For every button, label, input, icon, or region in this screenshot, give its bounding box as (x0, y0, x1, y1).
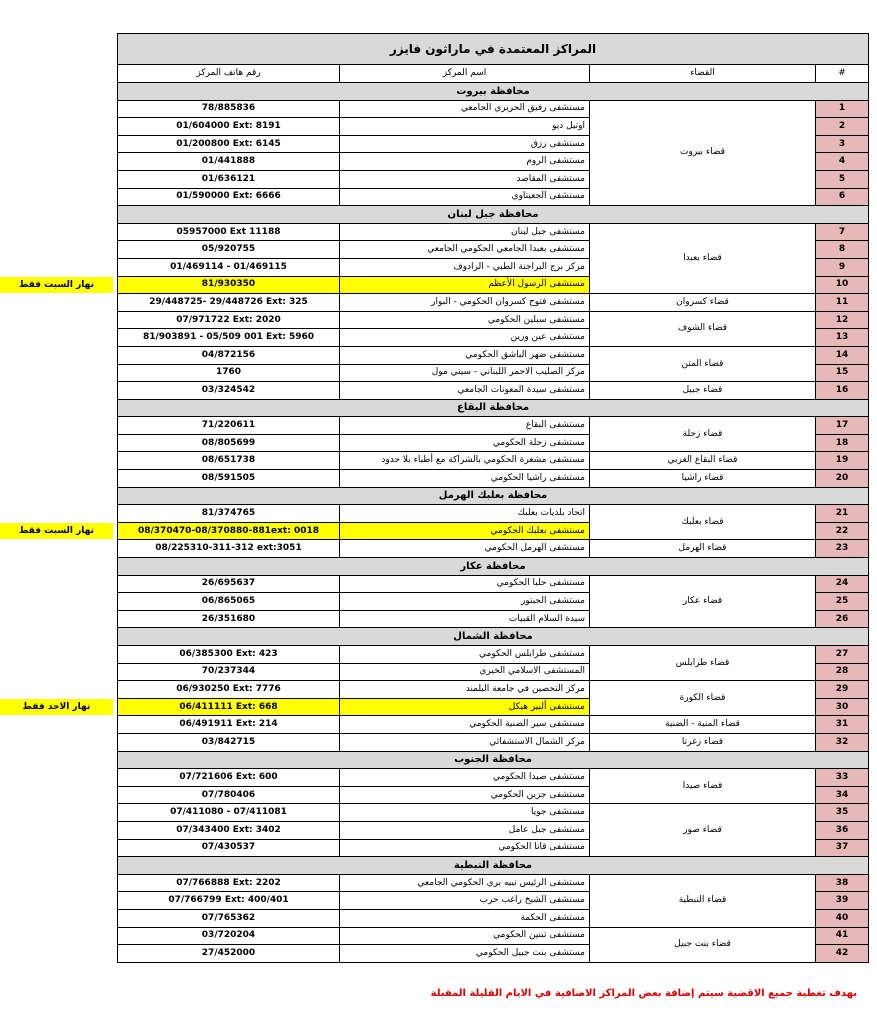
row-number: 38 (816, 874, 869, 892)
center-name: مستشفى سبلين الحكومي (340, 311, 590, 329)
qada-name: قضاء النبطية (590, 874, 816, 927)
center-name: مستشفى مشغرة الحكومي بالشراكة مع أطباء بلا حدود (340, 452, 590, 470)
table-row (118, 716, 869, 734)
center-phone: 06/491911 Ext: 214 (118, 716, 340, 734)
qada-name: قضاء بيروت (590, 100, 816, 206)
row-number: 6 (816, 188, 869, 206)
center-phone: 03/324542 (118, 382, 340, 400)
center-phone: 29/448725- 29/448726 Ext: 325 (118, 294, 340, 312)
center-phone: 71/220611 (118, 417, 340, 435)
qada-name: قضاء المتن (590, 346, 816, 381)
qada-name: قضاء جبيل (590, 382, 816, 400)
row-number: 23 (816, 540, 869, 558)
center-name: مستشفى البقاع (340, 417, 590, 435)
row-number: 21 (816, 505, 869, 523)
center-name: مستشفى ضهر الباشق الحكومي (340, 346, 590, 364)
row-number: 34 (816, 786, 869, 804)
row-number: 3 (816, 135, 869, 153)
center-phone: 01/604000 Ext: 8191 (118, 118, 340, 136)
row-number: 12 (816, 311, 869, 329)
center-name: مستشفى المقاصد (340, 170, 590, 188)
center-name: مستشفى رفيق الحريري الجامعي (340, 100, 590, 118)
center-name: مركز الصليب الاحمر اللبناني - سيتي مول (340, 364, 590, 382)
center-phone: 03/842715 (118, 733, 340, 751)
center-phone: 07/971722 Ext: 2020 (118, 311, 340, 329)
center-phone: 03/720204 (118, 927, 340, 945)
governorate-row (118, 628, 869, 646)
center-phone: 01/441888 (118, 153, 340, 171)
table-row (118, 804, 869, 822)
center-phone: 01/469114 - 01/469115 (118, 258, 340, 276)
center-name: مستشفى جويا (340, 804, 590, 822)
center-name: مستشفى الحبتور (340, 593, 590, 611)
center-name: مركز برج البراجنة الطبي - الرادوف (340, 258, 590, 276)
qada-name: قضاء زحلة (590, 417, 816, 452)
table-row (118, 505, 869, 523)
row-number: 9 (816, 258, 869, 276)
row-number: 29 (816, 681, 869, 699)
governorate-row (118, 487, 869, 505)
row-number: 11 (816, 294, 869, 312)
governorate-name: محافظة الشمال (118, 628, 869, 646)
center-phone: 81/903891 - 05/509 001 Ext: 5960 (118, 329, 340, 347)
center-name: مستشفى جبل عامل (340, 821, 590, 839)
center-name: مستشفى تبنين الحكومي (340, 927, 590, 945)
center-phone: 07/343400 Ext: 3402 (118, 821, 340, 839)
center-name: مستشفى الحكمة (340, 909, 590, 927)
governorate-name: محافظة بيروت (118, 83, 869, 101)
center-phone: 08/370470-08/370880-881ext: 0018 (118, 522, 340, 540)
center-phone: 27/452000 (118, 945, 340, 963)
center-phone: 06/385300 Ext: 423 (118, 646, 340, 664)
header-name: اسم المركز (340, 65, 590, 83)
center-phone: 08/805699 (118, 434, 340, 452)
governorate-row (118, 857, 869, 875)
center-phone: 01/636121 (118, 170, 340, 188)
day-note: نهار السبت فقط (0, 523, 113, 539)
table-row (118, 311, 869, 329)
governorate-row (118, 399, 869, 417)
center-name: مستشفى طرابلس الحكومي (340, 646, 590, 664)
row-number: 7 (816, 223, 869, 241)
table-row (118, 646, 869, 664)
header-qada: القضاء (590, 65, 816, 83)
table-row (118, 927, 869, 945)
table-row (118, 294, 869, 312)
row-number: 10 (816, 276, 869, 294)
center-name: مستشفى سير الضنية الحكومي (340, 716, 590, 734)
center-name: مستشفى الجعيتاوي (340, 188, 590, 206)
row-number: 41 (816, 927, 869, 945)
table-row (118, 874, 869, 892)
table-row (118, 223, 869, 241)
row-number: 18 (816, 434, 869, 452)
center-phone: 07/780406 (118, 786, 340, 804)
center-name: مستشفى ألبير هيكل (340, 698, 590, 716)
row-number: 25 (816, 593, 869, 611)
center-name: مستشفى بعبدا الجامعي الحكومي الجامعي (340, 241, 590, 259)
qada-name: قضاء الشوف (590, 311, 816, 346)
qada-name: قضاء الكورة (590, 681, 816, 716)
table-row (118, 346, 869, 364)
row-number: 30 (816, 698, 869, 716)
table-row (118, 681, 869, 699)
title-row (118, 34, 869, 65)
qada-name: قضاء بعبدا (590, 223, 816, 293)
center-name: مستشفى الهرمل الحكومي (340, 540, 590, 558)
row-number: 8 (816, 241, 869, 259)
center-name: مستشفى بنت جبيل الحكومي (340, 945, 590, 963)
table-row (118, 575, 869, 593)
header-phone: رقم هاتف المركز (118, 65, 340, 83)
center-phone: 05/920755 (118, 241, 340, 259)
row-number: 4 (816, 153, 869, 171)
header-num: # (816, 65, 869, 83)
row-number: 31 (816, 716, 869, 734)
center-phone: 70/237344 (118, 663, 340, 681)
center-name: مستشفى صيدا الحكومي (340, 769, 590, 787)
center-name: سيدة السلام القبيات (340, 610, 590, 628)
qada-name: قضاء زغرتا (590, 733, 816, 751)
center-name: مستشفى حلبا الحكومي (340, 575, 590, 593)
row-number: 39 (816, 892, 869, 910)
center-name: مستشفى الشيخ راغب حرب (340, 892, 590, 910)
governorate-row (118, 751, 869, 769)
footer-note: بهدف تغطية جميع الاقضية سيتم إضافة بعض المراكز الاضافية في الايام القليلة المقبلة (430, 988, 857, 999)
qada-name: قضاء عكار (590, 575, 816, 628)
center-phone: 26/351680 (118, 610, 340, 628)
row-number: 28 (816, 663, 869, 681)
center-phone: 01/200800 Ext: 6145 (118, 135, 340, 153)
center-phone: 07/430537 (118, 839, 340, 857)
page-title: المراكز المعتمدة في ماراثون فايزر (118, 34, 869, 65)
row-number: 15 (816, 364, 869, 382)
table-row (118, 417, 869, 435)
center-name: مستشفى فتوح كسروان الحكومي - البوار (340, 294, 590, 312)
center-name: المستشفى الاسلامي الخيري (340, 663, 590, 681)
row-number: 27 (816, 646, 869, 664)
row-number: 33 (816, 769, 869, 787)
center-phone: 01/590000 Ext: 6666 (118, 188, 340, 206)
governorate-name: محافظة الجنوب (118, 751, 869, 769)
center-phone: 78/885836 (118, 100, 340, 118)
governorate-row (118, 558, 869, 576)
qada-name: قضاء البقاع الغربي (590, 452, 816, 470)
row-number: 35 (816, 804, 869, 822)
center-name: مستشفى زحلة الحكومي (340, 434, 590, 452)
center-name: اتحاد بلديات بعلبك (340, 505, 590, 523)
row-number: 22 (816, 522, 869, 540)
governorate-row (118, 83, 869, 101)
center-phone: 06/865065 (118, 593, 340, 611)
center-phone: 04/872156 (118, 346, 340, 364)
center-phone: 81/930350 (118, 276, 340, 294)
row-number: 5 (816, 170, 869, 188)
governorate-name: محافظة البقاع (118, 399, 869, 417)
table-row (118, 100, 869, 118)
center-phone: 26/695637 (118, 575, 340, 593)
governorate-name: محافظة بعلبك الهرمل (118, 487, 869, 505)
row-number: 40 (816, 909, 869, 927)
row-number: 2 (816, 118, 869, 136)
row-number: 13 (816, 329, 869, 347)
center-phone: 08/651738 (118, 452, 340, 470)
table-row (118, 540, 869, 558)
day-note: نهار السبت فقط (0, 277, 113, 293)
qada-name: قضاء المنية - الضنية (590, 716, 816, 734)
qada-name: قضاء صيدا (590, 769, 816, 804)
qada-name: قضاء الهرمل (590, 540, 816, 558)
table-row (118, 470, 869, 488)
row-number: 26 (816, 610, 869, 628)
center-phone: 07/721606 Ext: 600 (118, 769, 340, 787)
row-number: 19 (816, 452, 869, 470)
row-number: 36 (816, 821, 869, 839)
qada-name: قضاء كسروان (590, 294, 816, 312)
qada-name: قضاء بنت جبيل (590, 927, 816, 962)
table-row (118, 452, 869, 470)
center-phone: 08/591505 (118, 470, 340, 488)
center-phone: 06/411111 Ext: 668 (118, 698, 340, 716)
center-name: مستشفى الرئيس نبيه بري الحكومي الجامعي (340, 874, 590, 892)
row-number: 1 (816, 100, 869, 118)
center-phone: 07/766888 Ext: 2202 (118, 874, 340, 892)
header-row (118, 65, 869, 83)
center-name: مستشفى رزق (340, 135, 590, 153)
center-phone: 07/766799 Ext: 400/401 (118, 892, 340, 910)
center-phone: 81/374765 (118, 505, 340, 523)
row-number: 32 (816, 733, 869, 751)
center-name: مستشفى سيدة المعونات الجامعي (340, 382, 590, 400)
center-phone: 08/225310-311-312 ext:3051 (118, 540, 340, 558)
center-name: مستشفى قانا الحكومي (340, 839, 590, 857)
table-row (118, 382, 869, 400)
center-phone: 05957000 Ext 11188 (118, 223, 340, 241)
qada-name: قضاء بعلبك (590, 505, 816, 540)
center-name: مستشفى الروم (340, 153, 590, 171)
governorate-name: محافظة النبطية (118, 857, 869, 875)
qada-name: قضاء صور (590, 804, 816, 857)
governorate-name: محافظة جبل لبنان (118, 206, 869, 224)
center-phone: 06/930250 Ext: 7776 (118, 681, 340, 699)
center-name: مستشفى الرسول الأعظم (340, 276, 590, 294)
center-phone: 1760 (118, 364, 340, 382)
center-phone: 07/411080 - 07/411081 (118, 804, 340, 822)
row-number: 17 (816, 417, 869, 435)
center-name: مستشفى عين وزين (340, 329, 590, 347)
center-name: مستشفى جزين الحكومي (340, 786, 590, 804)
row-number: 37 (816, 839, 869, 857)
center-name: مستشفى راشيا الحكومي (340, 470, 590, 488)
row-number: 24 (816, 575, 869, 593)
center-name: مستشفى بعلبك الحكومي (340, 522, 590, 540)
table-row (118, 733, 869, 751)
governorate-row (118, 206, 869, 224)
center-name: مستشفى جبل لبنان (340, 223, 590, 241)
center-phone: 07/765362 (118, 909, 340, 927)
day-note: نهار الاحد فقط (0, 699, 113, 715)
centers-table (117, 33, 869, 963)
row-number: 16 (816, 382, 869, 400)
center-name: اوتيل ديو (340, 118, 590, 136)
center-name: مركز التحصين في جامعة البلمند (340, 681, 590, 699)
row-number: 20 (816, 470, 869, 488)
qada-name: قضاء طرابلس (590, 646, 816, 681)
row-number: 14 (816, 346, 869, 364)
center-name: مركز الشمال الاستشفائي (340, 733, 590, 751)
qada-name: قضاء راشيا (590, 470, 816, 488)
row-number: 42 (816, 945, 869, 963)
table-row (118, 769, 869, 787)
governorate-name: محافظة عكار (118, 558, 869, 576)
